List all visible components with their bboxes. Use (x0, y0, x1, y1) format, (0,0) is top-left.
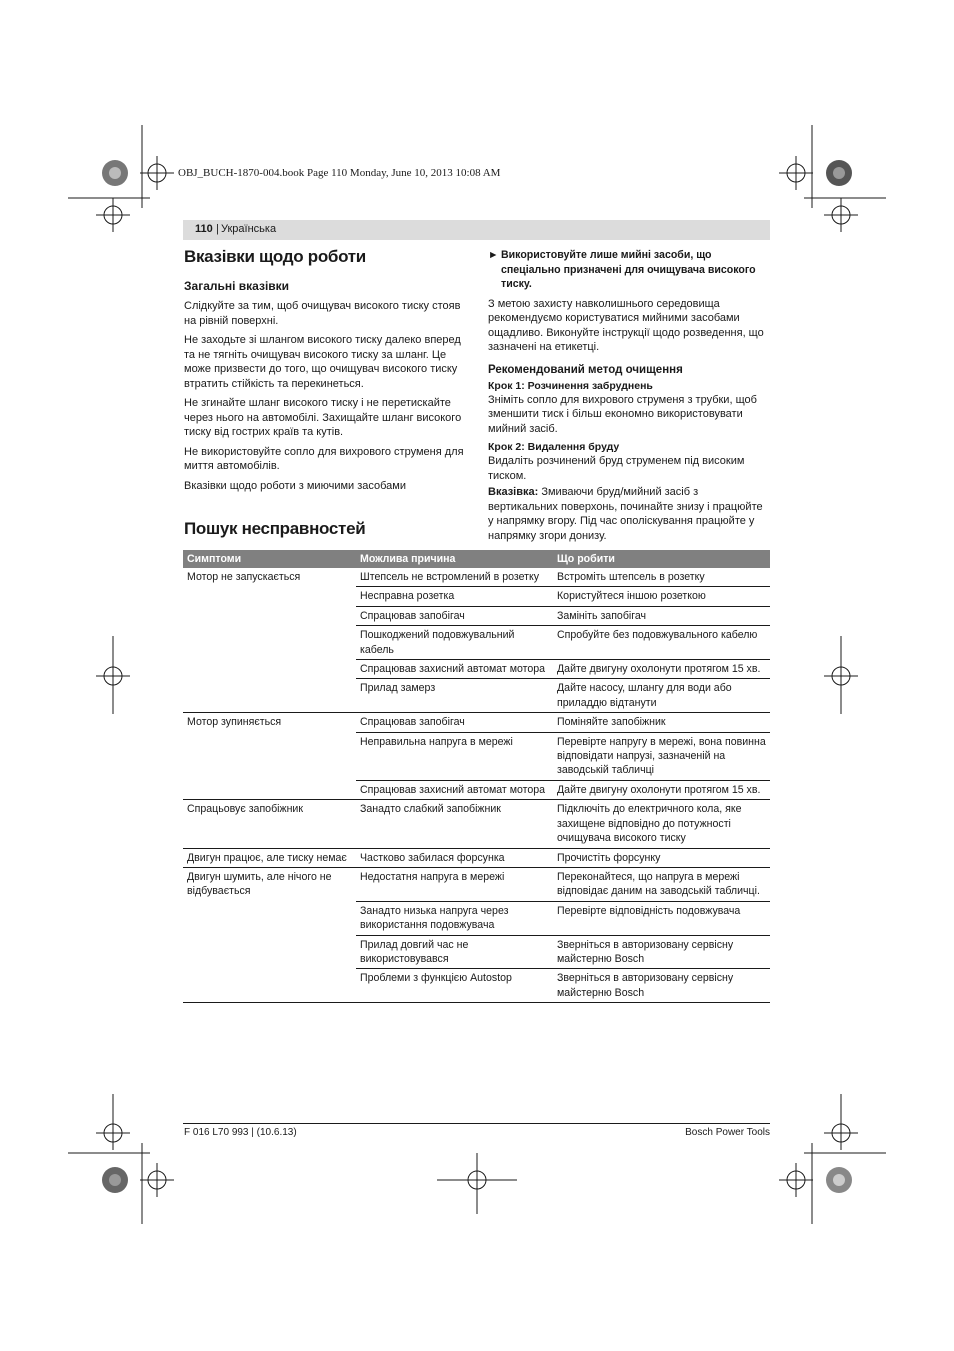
bullet-marker: ► (488, 249, 499, 261)
remedy-cell: Користуйтеся іншою розеткою (553, 587, 770, 606)
note-text: Змиваючи бруд/мийний засіб з вертикальних поверхонь, починайте знизу і працюйте у напрямку вгору. Під час ополіскування працюйте у напрямку згори донизу. (488, 486, 763, 542)
cause-cell: Пошкоджений подовжувальний кабель (356, 626, 553, 660)
general-title: Загальні вказівки (184, 279, 290, 293)
note-label: Вказівка: (488, 486, 539, 498)
env-paragraph: З метою захисту навколишнього середовища рекомендуємо користуватися мийними засобами ощадливо. Виконуйте інструкції щодо розведення, що зазначені на етикетці. (488, 297, 764, 353)
remedy-cell: Зверніться в авторизовану сервісну майстерню Bosch (553, 969, 770, 1003)
remedy-cell: Прочистіть форсунку (553, 848, 770, 867)
cause-cell: Несправна розетка (356, 587, 553, 606)
footer-left: F 016 L70 993 | (10.6.13) (184, 1127, 297, 1138)
paragraph: Вказівки щодо роботи з миючими засобами (184, 479, 407, 492)
symptom-cell: Двигун працює, але тиску немає (183, 848, 356, 867)
table-header-row (183, 550, 770, 568)
remedy-cell: Дайте двигуну охолонути протягом 15 хв. (553, 660, 770, 679)
cause-cell: Спрацював захисний автомат мотора (356, 780, 553, 799)
remedy-cell: Перевірте відповідність подовжувача (553, 901, 770, 935)
remedy-cell: Поміняйте запобіжник (553, 713, 770, 732)
method-title: Рекомендований метод очищення (488, 363, 683, 376)
cause-cell: Занадто низька напруга через використання подовжувача (356, 901, 553, 935)
paragraph: Слідкуйте за тим, щоб очищувач високого тиску стояв на рівній поверхні. (184, 300, 461, 327)
table-row (183, 713, 770, 732)
symptom-cell: Спрацьовує запобіжник (183, 800, 356, 848)
table-row (183, 568, 770, 587)
step1-text: Зніміть сопло для вихрового струменя з трубки, щоб зменшити тиск і більш економно використовувати мийний засіб. (488, 393, 757, 435)
table-row (183, 867, 770, 901)
note (488, 485, 770, 543)
cause-cell: Неправильна напруга в мережі (356, 732, 553, 780)
cause-cell: Спрацював захисний автомат мотора (356, 660, 553, 679)
paragraph: Не використовуйте сопло для вихрового струменя для миття автомобілів. (184, 445, 464, 472)
right-column (488, 248, 770, 548)
cause-cell: Штепсель не встромлений в розетку (356, 568, 553, 587)
footer-right: Bosch Power Tools (685, 1127, 770, 1138)
page-header (183, 220, 770, 240)
remedy-cell: Дайте двигуну охолонути протягом 15 хв. (553, 780, 770, 799)
cause-cell: Прилад довгий час не використовувався (356, 935, 553, 969)
symptom-cell: Мотор зупиняється (183, 713, 356, 800)
bullet-text: Використовуйте лише мийні засоби, що спеціально призначені для очищувача високого тиску. (501, 249, 756, 290)
section-title-operation: Вказівки щодо роботи (184, 247, 366, 266)
cause-cell: Недостатня напруга в мережі (356, 867, 553, 901)
remedy-cell: Спробуйте без подовжувального кабелю (553, 626, 770, 660)
step2-text: Видаліть розчинений бруд струменем під високим тиском. (488, 455, 745, 482)
left-column (184, 247, 466, 498)
symptom-cell: Мотор не запускається (183, 568, 356, 713)
remedy-cell: Підключіть до електричного кола, яке захищене відповідно до потужності очищувача високого тиску (553, 800, 770, 848)
cause-cell: Спрацював запобігач (356, 606, 553, 625)
step2-title: Крок 2: Видалення бруду (488, 441, 620, 453)
symptom-cell: Двигун шумить, але нічого не відбувається (183, 867, 356, 1002)
troubleshooting-table (183, 550, 770, 1003)
remedy-cell: Зверніться в авторизовану сервісну майстерню Bosch (553, 935, 770, 969)
remedy-cell: Дайте насосу, шлангу для води або приладдю відтанути (553, 679, 770, 713)
table-row (183, 800, 770, 848)
table-row (183, 848, 770, 867)
paragraph: Не згинайте шланг високого тиску і не перетискайте через нього на автомобілі. Захищайте шланг високого тиску від гострих країв та кутів. (184, 397, 462, 438)
remedy-cell: Замініть запобігач (553, 606, 770, 625)
remedy-cell: Перевірте напругу в мережі, вона повинна відповідати напрузі, зазначеній на заводській табличці (553, 732, 770, 780)
remedy-cell: Переконайтеся, що напруга в мережі відповідає даним на заводській табличці. (553, 867, 770, 901)
print-line: OBJ_BUCH-1870-004.book Page 110 Monday, June 10, 2013 10:08 AM (178, 167, 501, 179)
cause-cell: Проблеми з функцією Autostop (356, 969, 553, 1003)
column-header-remedy: Що робити (553, 550, 770, 568)
header-language: Українська (221, 223, 277, 235)
header-separator: | (216, 223, 219, 235)
footer-rule (183, 1123, 770, 1124)
page-number: 110 (195, 223, 213, 235)
step1-title: Крок 1: Розчинення забруднень (488, 379, 653, 392)
section-title-troubleshooting: Пошук несправностей (184, 519, 366, 538)
cause-cell: Спрацював запобігач (356, 713, 553, 732)
cause-cell: Частково забилася форсунка (356, 848, 553, 867)
column-header-cause: Можлива причина (356, 550, 553, 568)
cause-cell: Занадто слабкий запобіжник (356, 800, 553, 848)
remedy-cell: Встроміть штепсель в розетку (553, 568, 770, 587)
paragraph: Не заходьте зі шлангом високого тиску далеко вперед та не тягніть очищувач високого тиску за шланг. Це може призвести до того, що очищувач високого тиску втратить стійкість та перекинеться. (184, 334, 461, 390)
cause-cell: Прилад замерз (356, 679, 553, 713)
column-header-symptoms: Симптоми (183, 550, 356, 568)
bullet-item (488, 248, 770, 292)
